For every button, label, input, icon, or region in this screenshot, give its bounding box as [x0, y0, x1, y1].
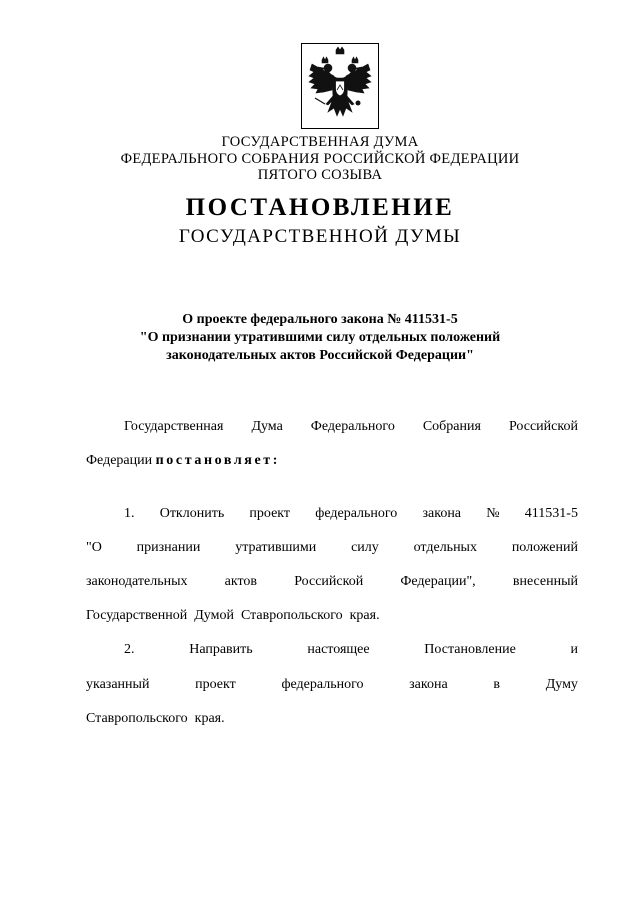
word: проект: [249, 506, 291, 521]
resolves-keyword: постановляет:: [155, 453, 281, 468]
preamble-line-1: [124, 418, 578, 436]
word: Постановление: [424, 642, 516, 657]
word: указанный: [86, 677, 150, 692]
word: Федерации",: [400, 574, 476, 589]
item-2-line-3: Ставропольского края.: [86, 711, 225, 726]
word: внесенный: [512, 574, 578, 589]
word: Направить: [189, 642, 253, 657]
issuing-body: ГОСУДАРСТВЕННОЙ ДУМЫ: [178, 226, 462, 247]
document-type: ПОСТАНОВЛЕНИЕ: [185, 194, 455, 221]
item-number: 1.: [124, 506, 135, 521]
preamble-text: Федерации: [86, 453, 156, 468]
word: и: [570, 642, 578, 657]
word: Российской: [508, 419, 578, 434]
word: Думу: [545, 677, 578, 692]
bill-number: 411531-5: [524, 506, 578, 521]
word: федерального: [315, 506, 398, 521]
word: силу: [351, 540, 379, 555]
word: законодательных: [86, 574, 188, 589]
word: положений: [511, 540, 578, 555]
double-headed-eagle-icon: [306, 46, 374, 126]
item-number: 2.: [124, 642, 135, 657]
word: закона: [422, 506, 462, 521]
issuer-line-2: ФЕДЕРАЛЬНОГО СОБРАНИЯ РОССИЙСКОЙ ФЕДЕРАЦИИ: [120, 151, 520, 167]
item-1-line-2: [86, 539, 578, 557]
item-2-line-1: [124, 641, 578, 659]
word: актов: [224, 574, 258, 589]
convocation-line: ПЯТОГО СОЗЫВА: [257, 167, 383, 183]
word: "О: [86, 540, 102, 555]
subject-line-2: "О признании утратившими силу отдельных положений: [139, 330, 501, 345]
word: Отклонить: [159, 506, 225, 521]
word: отдельных: [413, 540, 477, 555]
word: настоящее: [307, 642, 370, 657]
word: признании: [136, 540, 201, 555]
item-1-line-4: Государственной Думой Ставропольского края.: [86, 608, 380, 623]
item-1-line-3: [86, 573, 578, 591]
word: Дума: [251, 419, 283, 434]
subject-line-3: законодательных актов Российской Федерации": [166, 348, 474, 363]
issuer-line-1: ГОСУДАРСТВЕННАЯ ДУМА: [221, 134, 419, 150]
preamble-line-2: [86, 452, 280, 470]
word: федерального: [281, 677, 364, 692]
word: утратившими: [235, 540, 317, 555]
subject-line-1: О проекте федерального закона № 411531-5: [182, 312, 458, 327]
state-emblem: [301, 43, 379, 129]
document-subject: [0, 311, 640, 365]
word: Российской: [294, 574, 364, 589]
word: Федерального: [310, 419, 395, 434]
word: проект: [195, 677, 236, 692]
word: Государственная: [124, 419, 224, 434]
item-1-line-1: [124, 505, 578, 523]
item-2-line-2: [86, 676, 578, 694]
word: №: [486, 506, 500, 521]
word: закона: [409, 677, 448, 692]
word: в: [493, 677, 501, 692]
word: Собрания: [422, 419, 481, 434]
